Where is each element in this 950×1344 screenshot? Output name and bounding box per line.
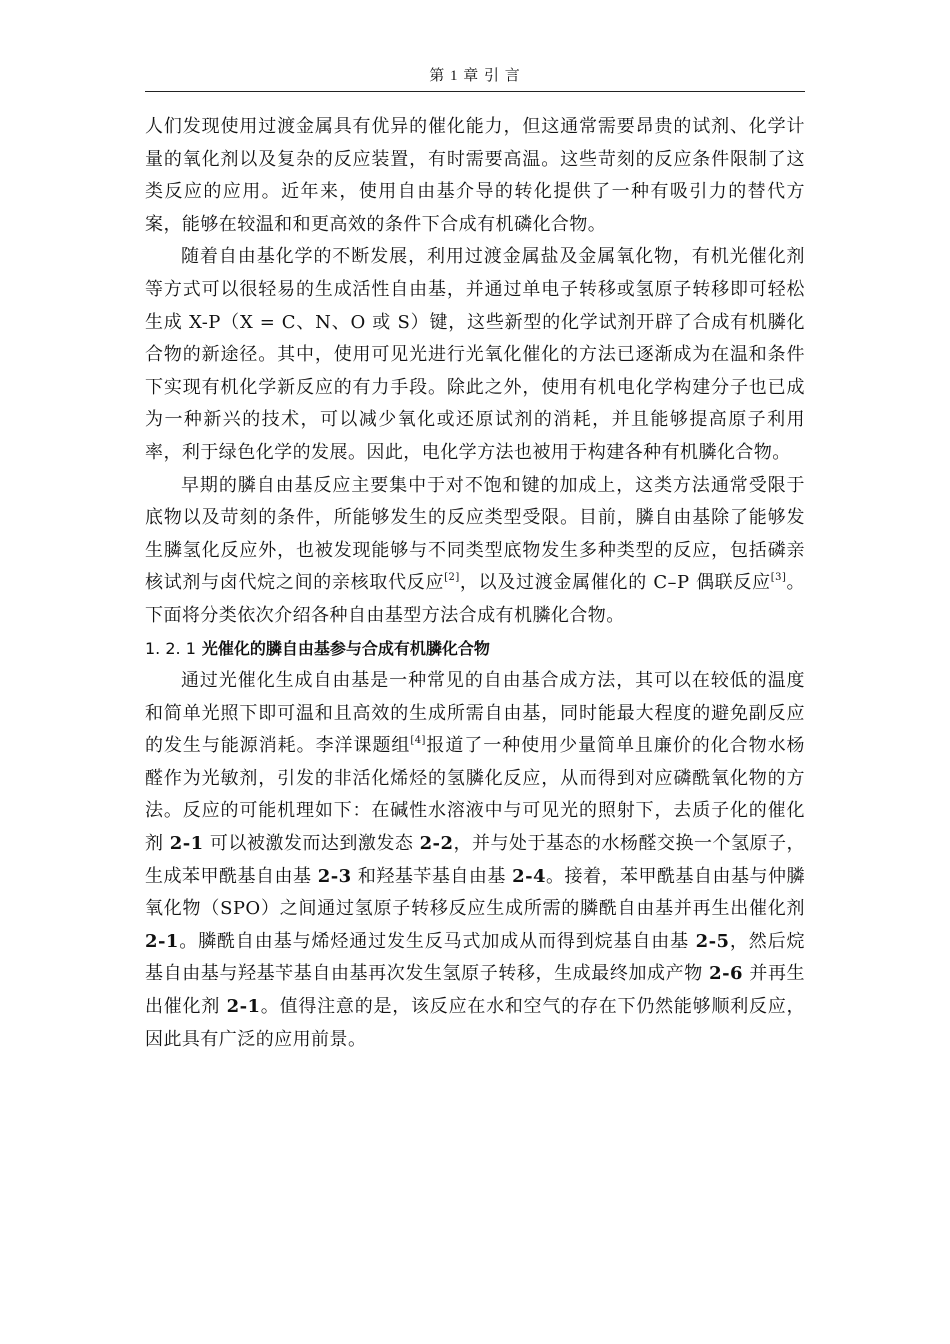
document-body [145,111,805,1056]
section-title: 光催化的膦自由基参与合成有机膦化合物 [201,638,490,658]
paragraph [145,470,805,633]
text-run: 早期的膦自由基反应主要集中于对不饱和键的加成上，这类方法通常受限于底物以及苛刻的条件，所能够发生的反应类型受限。目前，膦自由基除了能够发生膦氢化反应外，也被发现能够与不同类型底物发生多种类型的反应，包括磷亲核试剂与卤代烷之间的亲核取代反应 [145,474,805,594]
paragraph [145,111,805,241]
compound-label: 2-4 [512,865,546,887]
text-run: 可以被激发而达到激发态 [203,833,420,855]
compound-label: 2-1 [169,833,204,855]
text-run: ，以及过渡金属催化的 C–P 偶联反应 [459,572,771,594]
paragraph [145,241,805,469]
text-run: 并再生出催化剂 [145,963,805,1018]
text-run: 。值得注意的是，该反应在水和空气的存在下仍然能够顺利反应，因此具有广泛的应用前景。 [145,996,805,1050]
text-run: 。接着，苯甲酰基自由基与仲膦氧化物（SPO）之间通过氢原子转移反应生成所需的膦酰自由基并再生出催化剂 [145,865,805,920]
compound-label: 2-1 [145,930,179,952]
text-run: 随着自由基化学的不断发展，利用过渡金属盐及金属氧化物，有机光催化剂等方式可以很轻易的生成活性自由基，并通过单电子转移或氢原子转移即可轻松生成 X-P（X = C、N、O 或 S）键，这些新型的化学试剂开辟了合成有机膦化合物的新途径。其中，使用可见光进行光氧化催化的方法已逐渐成为在温和条件下实现有机化学新反应的有力手段。除此之外，使用有机电化学构建分子也已成为一种新兴的技术，可以减少氧化或还原试剂的消耗，并且能够提高原子利用率，利于绿色化学的发展。因此，电化学方法也被用于构建各种有机膦化合物。 [145,246,805,463]
text-run: 和羟基苄基自由基 [351,865,513,887]
text-run: 。下面将分类依次介绍各种自由基型方法合成有机膦化合物。 [145,572,805,626]
text-run: 。膦酰自由基与烯烃通过发生反马式加成从而得到烷基自由基 [178,930,696,952]
running-header: 第 1 章 引 言 [429,68,521,84]
citation-ref: [3] [770,572,787,584]
text-run: 通过光催化生成自由基是一种常见的自由基合成方法，其可以在较低的温度和简单光照下即可温和且高效的生成所需自由基，同时能最大程度的避免副反应的发生与能源消耗。李洋课题组 [145,670,805,757]
paragraph [145,665,805,1056]
compound-label: 2-3 [317,865,352,887]
text-run: 报道了一种使用少量简单且廉价的化合物水杨醛作为光敏剂，引发的非活化烯烃的氢膦化反应，从而得到对应磷酰氧化物的方法。反应的可能机理如下：在碱性水溶液中与可见光的照射下，去质子化的催化剂 [145,735,805,855]
citation-ref: [2] [444,572,460,584]
section-number: 1. 2. 1 [145,638,196,658]
compound-label: 2-5 [695,930,730,952]
compound-label: 2-1 [226,996,261,1018]
compound-label: 2-6 [709,963,744,985]
text-run: ，然后烷基自由基与羟基苄基自由基再次发生氢原子转移，生成最终加成产物 [145,930,805,985]
text-run: 人们发现使用过渡金属具有优异的催化能力，但这通常需要昂贵的试剂、化学计量的氧化剂以及复杂的反应装置，有时需要高温。这些苛刻的反应条件限制了这类反应的应用。近年来，使用自由基介导的转化提供了一种有吸引力的替代方案，能够在较温和和更高效的条件下合成有机磷化合物。 [145,116,805,235]
citation-ref: [4] [410,735,426,747]
compound-label: 2-2 [419,833,454,855]
section-heading [145,633,805,666]
header-rule [145,91,805,92]
text-run: ，并与处于基态的水杨醛交换一个氢原子，生成苯甲酰基自由基 [145,833,805,887]
